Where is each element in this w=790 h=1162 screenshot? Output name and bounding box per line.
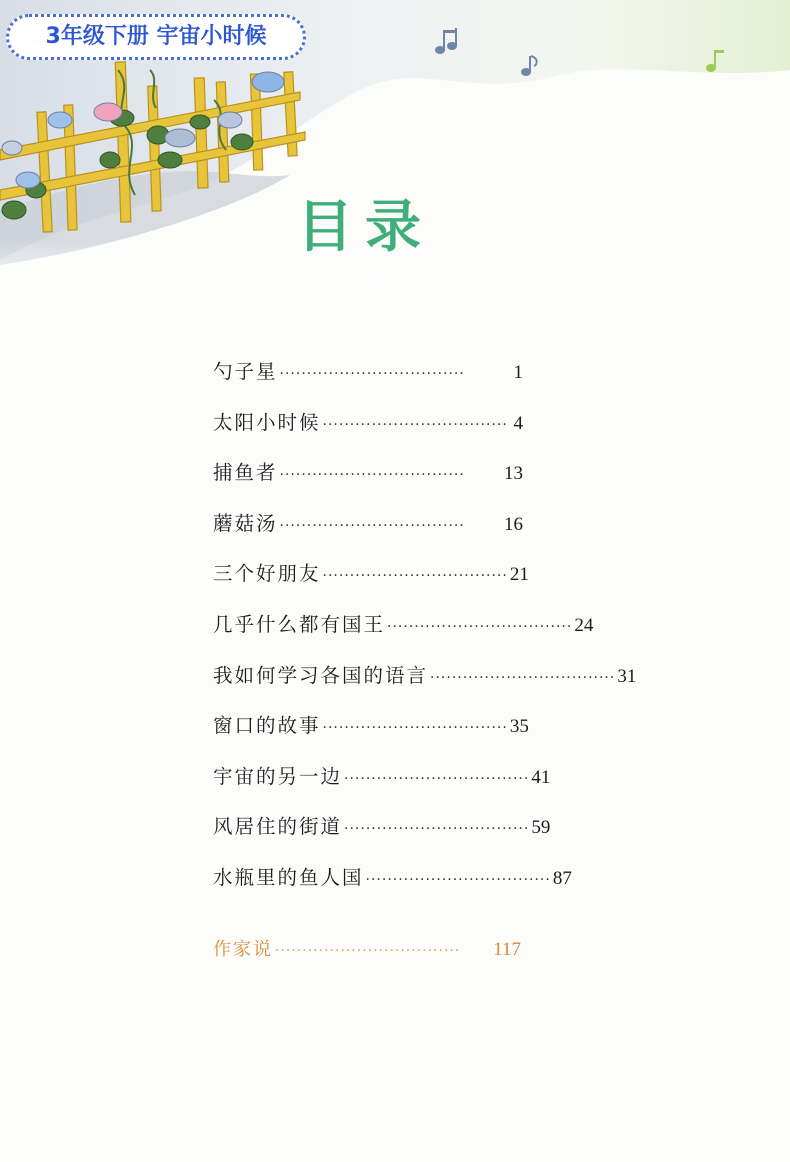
toc-entry-title: 太阳小时候 <box>213 410 321 434</box>
dot-leader: ·································· <box>275 942 461 959</box>
toc-entry-title: 窗口的故事 <box>213 714 321 738</box>
toc-entry-page: 59 <box>531 817 551 839</box>
toc-entry-page: 16 <box>504 513 523 535</box>
toc-entry-page: 31 <box>617 665 637 687</box>
dot-leader: ·································· <box>279 366 465 382</box>
toc-entry[interactable] <box>213 862 572 913</box>
toc-entry-title: 作家说 <box>213 938 273 960</box>
dot-leader: ·································· <box>387 618 573 635</box>
toc-entry[interactable] <box>213 710 529 761</box>
toc-entry-page: 4 <box>513 412 523 434</box>
toc-entry-title: 勺子星 <box>213 360 278 383</box>
toc-entry-page: 21 <box>509 564 529 586</box>
toc-entry-page: 13 <box>504 463 523 485</box>
dot-leader: ·································· <box>322 568 508 585</box>
toc-entry[interactable] <box>213 811 551 862</box>
toc-entry[interactable] <box>213 761 551 812</box>
toc-entry-page: 87 <box>552 867 572 889</box>
toc-entry-title: 我如何学习各国的语言 <box>213 663 429 687</box>
toc-entry-page: 35 <box>509 716 529 738</box>
toc-entry[interactable] <box>213 457 523 508</box>
toc-entry[interactable] <box>213 508 523 559</box>
toc-entry-page: 41 <box>531 766 551 788</box>
toc-entry-title: 几乎什么都有国王 <box>213 612 386 636</box>
toc-entry-page: 117 <box>493 938 521 960</box>
dot-leader: ·································· <box>322 416 508 433</box>
toc-entry-title: 宇宙的另一边 <box>213 764 343 788</box>
toc-entry-title: 三个好朋友 <box>213 562 321 586</box>
toc-entry[interactable] <box>213 356 523 407</box>
dot-leader: ·································· <box>344 821 530 838</box>
dot-leader: ·································· <box>279 467 465 484</box>
toc-entry-title: 水瓶里的鱼人国 <box>213 865 364 889</box>
dot-leader: ·································· <box>344 770 530 787</box>
toc-entry-title: 蘑菇汤 <box>213 511 278 535</box>
toc-entry-page: 1 <box>513 362 523 383</box>
toc-entry[interactable] <box>213 660 637 711</box>
table-of-contents <box>213 356 637 985</box>
dot-leader: ·································· <box>365 871 551 888</box>
dot-leader: ·································· <box>279 517 465 534</box>
toc-entry[interactable] <box>213 558 529 609</box>
toc-entry-afterword[interactable] <box>213 935 521 986</box>
toc-entry-title: 风居住的街道 <box>213 815 343 839</box>
toc-entry-page: 24 <box>574 614 594 636</box>
dot-leader: ·································· <box>430 669 616 686</box>
toc-entry-title: 捕鱼者 <box>213 461 278 485</box>
dot-leader: ·································· <box>322 720 508 737</box>
grade-series-badge: 3年级下册 宇宙小时候 <box>6 14 306 60</box>
toc-entry[interactable] <box>213 609 594 660</box>
page-title: 目录 <box>297 195 433 260</box>
toc-entry[interactable] <box>213 407 523 458</box>
